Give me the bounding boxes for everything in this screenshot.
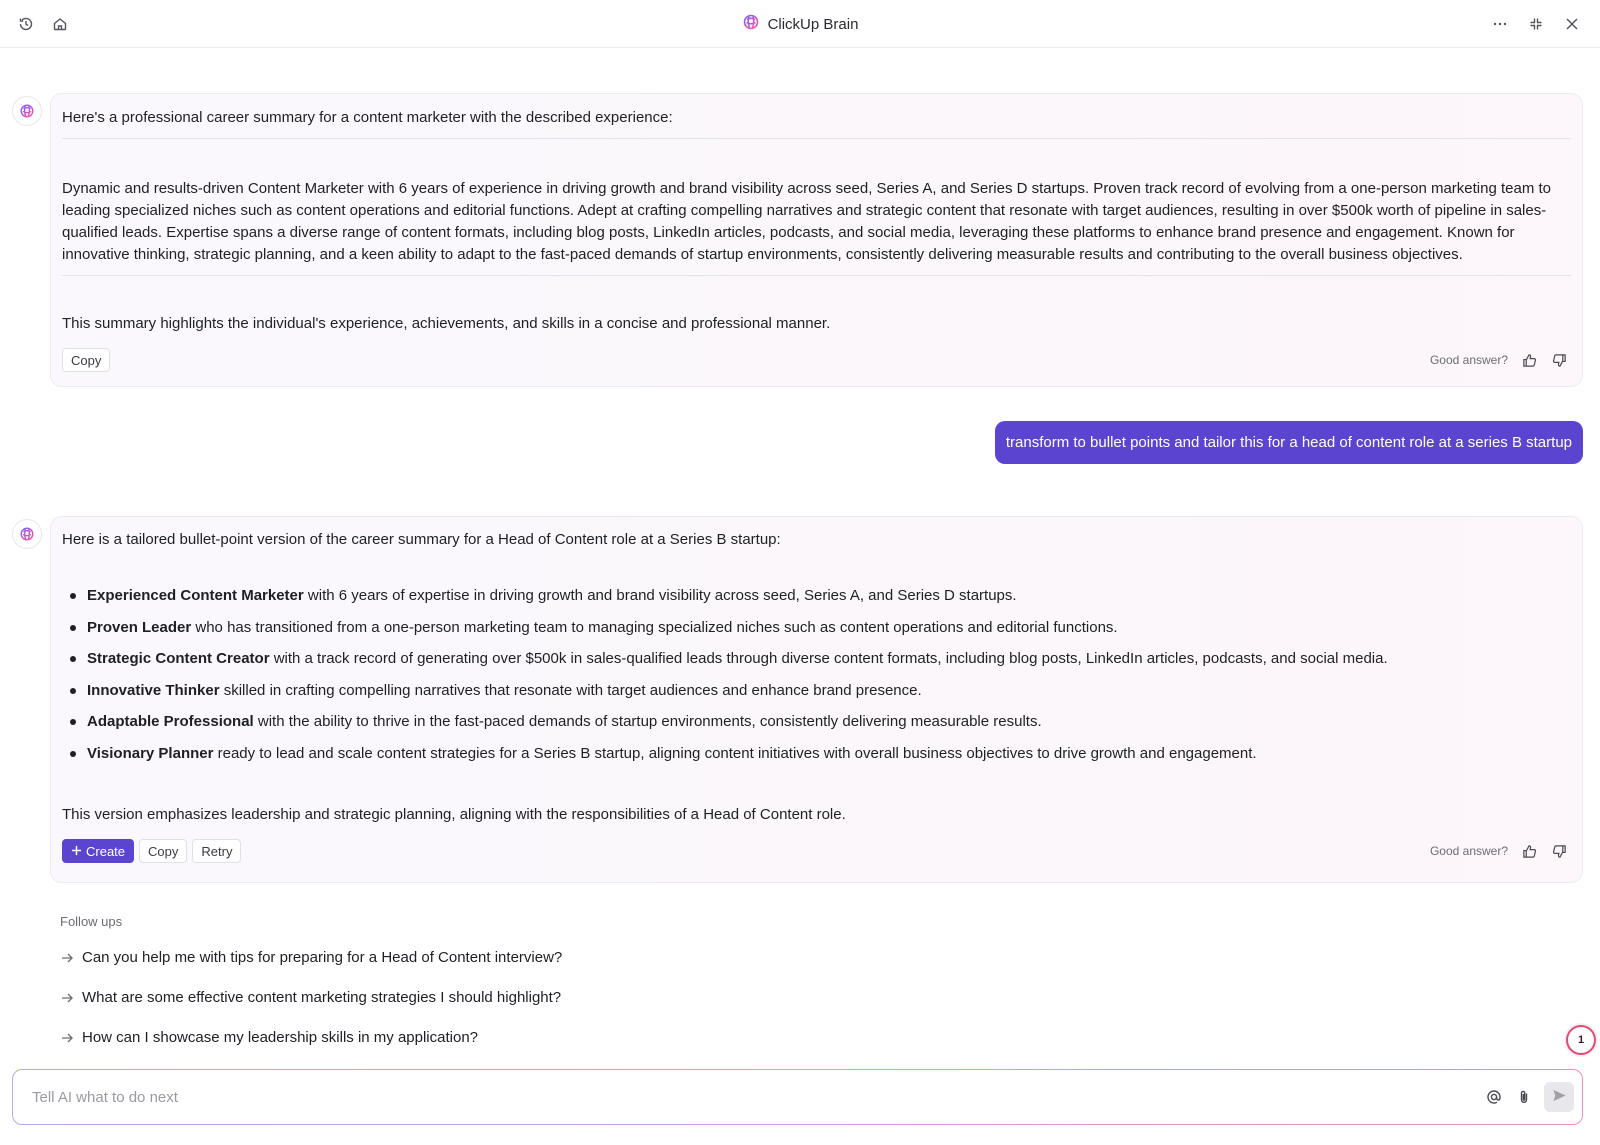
home-icon[interactable] <box>48 12 72 36</box>
followup-item[interactable] <box>60 1029 478 1046</box>
notification-badge[interactable]: 1 <box>1566 1025 1596 1055</box>
list-item: Innovative Thinker skilled in crafting compelling narratives that resonate with target audiences and enhance brand presence. <box>68 680 1388 712</box>
ai-message-card <box>50 516 1583 883</box>
ai-avatar <box>12 96 42 126</box>
message-intro: Here is a tailored bullet-point version of the career summary for a Head of Content role at a Series B startup: <box>62 531 781 548</box>
arrow-right-icon <box>60 991 74 1005</box>
composer <box>12 1069 1583 1125</box>
message-closing: This version emphasizes leadership and strategic planning, aligning with the responsibilities of a Head of Content role. <box>62 806 846 823</box>
list-item: Experienced Content Marketer with 6 years of expertise in driving growth and brand visibility across seed, Series A, and Series D startups. <box>68 585 1388 617</box>
history-icon[interactable] <box>14 12 38 36</box>
thumbs-up-icon[interactable] <box>1520 351 1538 369</box>
bullet-list <box>68 585 1388 775</box>
copy-button[interactable]: Copy <box>139 839 187 863</box>
message-body: Dynamic and results-driven Content Marketer with 6 years of experience in driving growth and brand visibility across seed, Series A, and Series D startups. Proven track record of evolving from a one-person marketing team to leading specialized niches such as content operations and editorial functions. Adept at crafting compelling narratives and strategic content that resonate with target audiences, resulting in over $500k worth of pipeline in sales-qualified leads. Expertise spans a diverse range of content formats, including blog posts, LinkedIn articles, podcasts, and social media, leveraging these platforms to enhance brand presence and engagement. Known for innovative thinking, strategic planning, and a keen ability to adapt to the fast-paced demands of startup environments, consistently delivering measurable results and contributing to the overall business objectives. <box>62 180 1552 263</box>
followup-text: What are some effective content marketing strategies I should highlight? <box>82 989 562 1006</box>
create-label: Create <box>86 843 126 859</box>
top-bar <box>0 0 1600 48</box>
message-closing: This summary highlights the individual's experience, achievements, and skills in a concise and professional manner. <box>62 315 831 332</box>
message-intro: Here's a professional career summary for a content marketer with the described experience: <box>62 109 673 126</box>
followup-item[interactable] <box>60 989 561 1006</box>
more-icon[interactable] <box>1488 12 1512 36</box>
list-item: Strategic Content Creator with a track record of generating over $500k in sales-qualified leads through diverse content formats, including blog posts, LinkedIn articles, podcasts, and social media. <box>68 648 1388 680</box>
thumbs-down-icon[interactable] <box>1550 842 1568 860</box>
list-item: Proven Leader who has transitioned from a one-person marketing team to managing specialized niches such as content operations and editorial functions. <box>68 617 1388 649</box>
page-title: ClickUp Brain <box>767 15 859 33</box>
list-item: Visionary Planner ready to lead and scale content strategies for a Series B startup, aligning content initiatives with overall business objectives to drive growth and engagement. <box>68 743 1388 775</box>
list-item: Adaptable Professional with the ability to thrive in the fast-paced demands of startup environments, consistently delivering measurable results. <box>68 711 1388 743</box>
feedback-label: Good answer? <box>1429 353 1508 367</box>
followup-text: How can I showcase my leadership skills in my application? <box>82 1029 479 1046</box>
followups-label: Follow ups <box>60 914 123 929</box>
divider <box>62 138 1571 139</box>
mention-icon[interactable] <box>1484 1083 1504 1111</box>
arrow-right-icon <box>60 1031 74 1045</box>
plus-icon <box>71 844 82 859</box>
user-message: transform to bullet points and tailor this for a head of content role at a series B startup <box>995 421 1583 464</box>
send-icon <box>1552 1088 1567 1107</box>
thumbs-down-icon[interactable] <box>1550 351 1568 369</box>
collapse-icon[interactable] <box>1524 12 1548 36</box>
feedback-label: Good answer? <box>1429 844 1508 858</box>
attachment-icon[interactable] <box>1514 1083 1534 1111</box>
send-button[interactable] <box>1544 1082 1574 1112</box>
prompt-input[interactable] <box>32 1070 1432 1124</box>
arrow-right-icon <box>60 951 74 965</box>
copy-button[interactable]: Copy <box>62 348 110 372</box>
create-button[interactable] <box>62 839 134 863</box>
divider <box>62 275 1571 276</box>
thumbs-up-icon[interactable] <box>1520 842 1538 860</box>
retry-button[interactable]: Retry <box>192 839 241 863</box>
ai-message-card <box>50 93 1583 387</box>
followup-item[interactable] <box>60 949 562 966</box>
brain-logo-icon <box>742 13 760 35</box>
ai-avatar <box>12 519 42 549</box>
close-icon[interactable] <box>1560 12 1584 36</box>
followup-text: Can you help me with tips for preparing for a Head of Content interview? <box>82 949 563 966</box>
